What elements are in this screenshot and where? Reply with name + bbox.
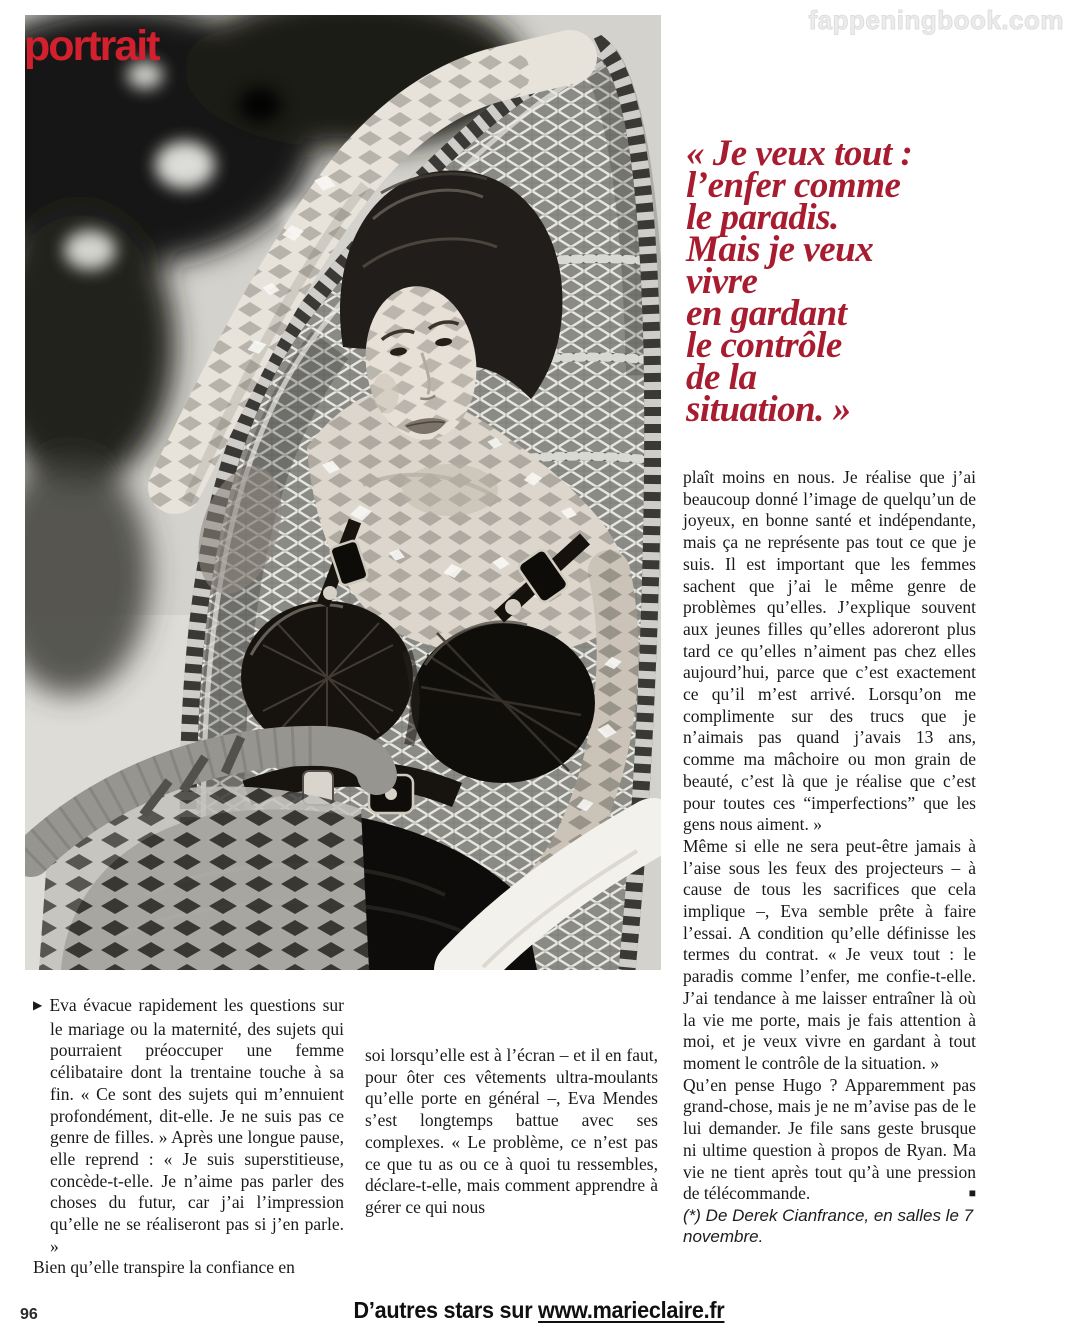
pull-quote-line: situation. » <box>686 389 851 430</box>
pull-quote-line: « Je veux tout : <box>686 133 913 174</box>
hero-photo <box>25 15 661 970</box>
pull-quote-line: le paradis. <box>686 197 839 238</box>
body-column-middle <box>365 1045 658 1219</box>
body-column-right <box>683 467 976 1247</box>
footnote: (*) De Derek Cianfrance, en salles le 7 novembre. <box>683 1205 974 1246</box>
marieclaire-link[interactable]: www.marieclaire.fr <box>538 1297 725 1323</box>
paragraph: Bien qu’elle transpire la confiance en <box>33 1257 295 1278</box>
paragraph <box>683 1075 976 1205</box>
paragraph: soi lorsqu’elle est à l’écran – et il en faut, pour ôter ces vêtements ultra-moulants qu’elle porte en général –, Eva Mendes s’est longtemps battue avec ses complexes. « Le problème, ce n’est pas ce que tu as ou ce à quoi tu ressembles, déclare-t-elle, mais comment apprendre à gérer ce qui nous <box>365 1045 658 1217</box>
footer-promo <box>32 1297 1045 1324</box>
section-label: portrait <box>24 22 159 70</box>
paragraph-text: Qu’en pense Hugo ? Apparemment pas grand-chose, mais je ne m’avise pas de le lui demander. Je file sans geste brusque ni ultime question à propos de Ryan. Ma vie ne tient après tout qu’à une pression de télécommande. <box>683 1074 976 1204</box>
pull-quote-line: de la <box>686 357 757 398</box>
page-number: 96 <box>20 1306 38 1323</box>
paragraph: plaît moins en nous. Je réalise que j’ai beaucoup donné l’image de quelqu’un de joyeux, en bonne santé et indépendante, mais ça ne représente pas tout ce que je suis. Il est important que les femmes sachent que j’ai le même genre de problèmes qu’elles. J’explique souvent aux jeunes filles qu’elles adoreront plus tard ce qu’elles n’aiment pas chez elles aujourd’hui, parce que c’est exactement ce qu’il m’est arrivé. Lorsqu’on me complimente sur des trucs que je n’aimais pas quand j’avais 13 ans, comme ma mâchoire ou mon grain de beauté, c’est là que je réalise que c’est pour toutes ces “imperfections” que les gens nous aiment. » <box>683 467 976 835</box>
pull-quote-line: vivre <box>686 261 758 302</box>
article-end-mark: ■ <box>968 1186 976 1201</box>
pull-quote-line: Mais je veux <box>686 229 874 270</box>
paragraph-text: Eva évacue rapidement les questions sur le mariage ou la maternité, des sujets qui pourraient préoccuper une femme célibataire dont la trentaine touche à sa fin. « Ce sont des sujets qui m’ennuient profondément, dit-elle. Je ne suis pas ce genre de filles. » Après une longue pause, elle reprend : « Je suis superstitieuse, concède-t-elle. Je n’aime pas parler des choses du futur, car j’ai l’impression qu’elle ne se réaliseront pas si j’en parle. » <box>49 995 345 1256</box>
pull-quote <box>686 133 1068 430</box>
pull-quote-line: le contrôle <box>686 325 842 366</box>
paragraph: Même si elle ne sera peut-être jamais à l’aise sous les feux des projecteurs – à cause de tous les sacrifices que cela implique –, Eva semble prête à faire l’essai. A condition qu’elle définisse les termes du contrat. « Je veux tout : le paradis comme l’enfer, me confie-t-elle. J’ai tendance à me laisser entraîner là où la vie me porte, mais je fais attention à moi, et je veux vivre en gardant à tout moment le contrôle de la situation. » <box>683 835 976 1073</box>
pull-quote-line: en gardant <box>686 293 847 334</box>
hero-photo-illustration <box>25 15 661 970</box>
pull-quote-line: l’enfer comme <box>686 165 901 206</box>
promo-text: D’autres stars sur <box>353 1297 539 1323</box>
watermark: fappeningbook.com <box>808 5 1064 35</box>
paragraph <box>33 995 344 1257</box>
arrow-bullet-icon: ▶ <box>33 998 45 1012</box>
body-column-left <box>33 995 344 1279</box>
